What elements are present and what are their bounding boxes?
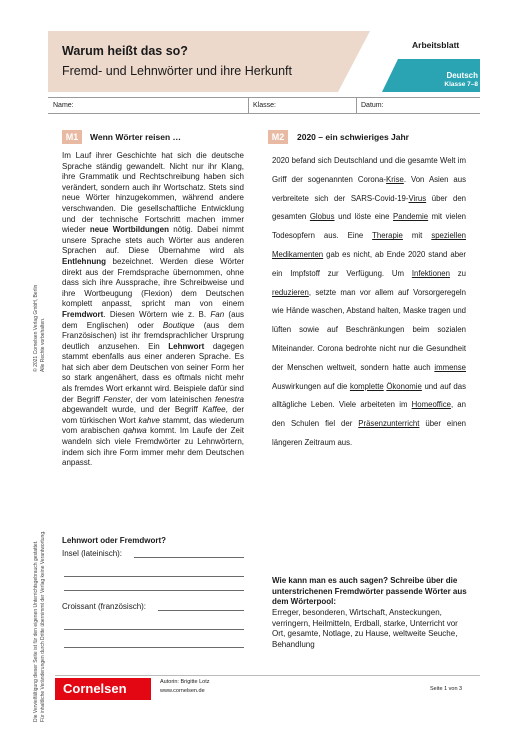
section-title-m2: 2020 – ein schwieriges Jahr — [297, 132, 409, 142]
class-field-label: Klasse: — [253, 102, 276, 109]
date-field-label: Datum: — [361, 102, 384, 109]
subject-label: Deutsch — [446, 71, 478, 80]
answer-line[interactable] — [64, 647, 244, 648]
word-pool: Erreger, besonderen, Wirtschaft, Ansteckungen, verringern, Heilmitteln, Erdball, starke, Unterricht vor Ort, gesamte, Notlage, zu Hause, weltweite Seuche, Behandlung — [272, 608, 458, 649]
rights-note: Alle Rechte vorbehalten. — [40, 317, 46, 372]
grade-label: Klasse 7–8 — [444, 81, 478, 88]
page-number: Seite 1 von 3 — [430, 686, 463, 692]
answer-line[interactable] — [158, 610, 244, 611]
name-row — [48, 97, 480, 114]
liability-note: Für inhaltliche Veränderungen durch Dritte übernimmt der Verlag keine Verantwortung. — [40, 530, 46, 722]
answer-line[interactable] — [64, 576, 244, 577]
m1-body-text: Im Lauf ihrer Geschichte hat sich die deutsche Sprache ständig gewandelt. Nicht nur ihr Klang, ihre Grammatik und Rechtschreibung haben sich verändert, sondern auch ihr Wortschatz. Stets sind neue Wörter hinzugekommen, während andere verschwanden. Die gesellschaftliche Entwicklung und der technische Fortschritt machen immer wieder neue Wortbildungen nötig. Dabei nimmt unsere Sprache stets auch Wörter aus anderen Sprachen auf. Diese Übernahme wird als Entlehnung bezeichnet. Werden diese Wörter direkt aus der Fremdsprache übernommen, ohne dass sich ihre Aussprache, ihre Schreibweise und ihre Wortbeugung (Flexion) dem Deutschen komplett anpasst, spricht man von einem Fremdwort. Diesen Wörtern wie z. B. Fan (aus dem Englischen) oder Boutique (aus dem Französischen) ist ihr fremdsprachlicher Ursprung deutlich anzusehen. Ein Lehnwort dagegen stammt ebenfalls aus einer anderen Sprache. Es hat sich aber dem Deutschen von seiner Form her so stark angenähert, dass es oftmals nicht mehr als fremdes Wort erkannt wird. Beispiele dafür sind der Begriff Fenster, der vom lateinischen fenestra abgewandelt wurde, und der Begriff Kaffee, der vom türkischen Wort kahve stammt, das wiederum vom arabischen qahwa kommt. Im Laufe der Zeit wandeln sich viele Fremdwörter zu Lehnwörtern, indem sich ihre Form immer mehr dem Deutschen anpasst. — [62, 151, 245, 468]
divider — [356, 98, 357, 113]
page-title: Warum heißt das so? — [62, 44, 188, 58]
name-field-label: Name: — [53, 102, 74, 109]
page-subtitle: Fremd- und Lehnwörter und ihre Herkunft — [62, 64, 292, 78]
divider — [248, 98, 249, 113]
doc-type-label: Arbeitsblatt — [412, 40, 460, 50]
copyright-note: © 2021 Cornelsen Verlag GmbH, Berlin — [33, 284, 39, 372]
task-title: Lehnwort oder Fremdwort? — [62, 536, 166, 545]
permission-note: Die Vervielfältigung dieser Seite ist für den eigenen Unterrichtsgebrauch gestattet. — [33, 540, 39, 722]
section-badge-m1: M1 — [62, 130, 82, 144]
author-credit: Autorin: Brigitte Lotz — [160, 679, 210, 685]
croissant-label: Croissant (französisch): — [62, 602, 147, 611]
word-pool-task: Wie kann man es auch sagen? Schreibe über die unterstrichenen Fremdwörter passende Wörter aus dem Wörterpool: — [272, 576, 467, 606]
section-badge-m2: M2 — [268, 130, 288, 144]
section-title-m1: Wenn Wörter reisen … — [90, 132, 181, 142]
answer-line[interactable] — [64, 629, 244, 630]
footer-divider — [55, 675, 480, 676]
website-link[interactable]: www.cornelsen.de — [160, 688, 205, 694]
insel-label: Insel (lateinisch): — [62, 549, 123, 558]
answer-line[interactable] — [64, 590, 244, 591]
m2-body-text: 2020 befand sich Deutschland und die gesamte Welt im Griff der sogenannten Corona-Krise. Von Asien aus verbreitete sich der SARS-Covid-19-Virus über den gesamten Globus und löste eine Pandemie mit vielen Todesopfern aus. Eine Therapie mit speziellen Medikamenten gab es nicht, ab Ende 2020 stand aber ein Impfstoff zur Verfügung. Um Infektionen zu reduzieren, setzte man vor allem auf Vorsorgeregeln wie Hände waschen, Abstand halten, Maske tragen und lüften sowie auf Beschränkungen beim sozialen Miteinander. Corona bedrohte nicht nur die Gesundheit der Menschen weltweit, sondern hatte auch immense Auswirkungen auf die komplette Ökonomie und auf das alltägliche Leben. Viele arbeiteten im Homeoffice, an den Schulen fiel der Präsenzunterricht über einen längeren Zeitraum aus. — [272, 156, 467, 447]
answer-line[interactable] — [134, 557, 244, 558]
publisher-logo: Cornelsen — [55, 678, 151, 700]
